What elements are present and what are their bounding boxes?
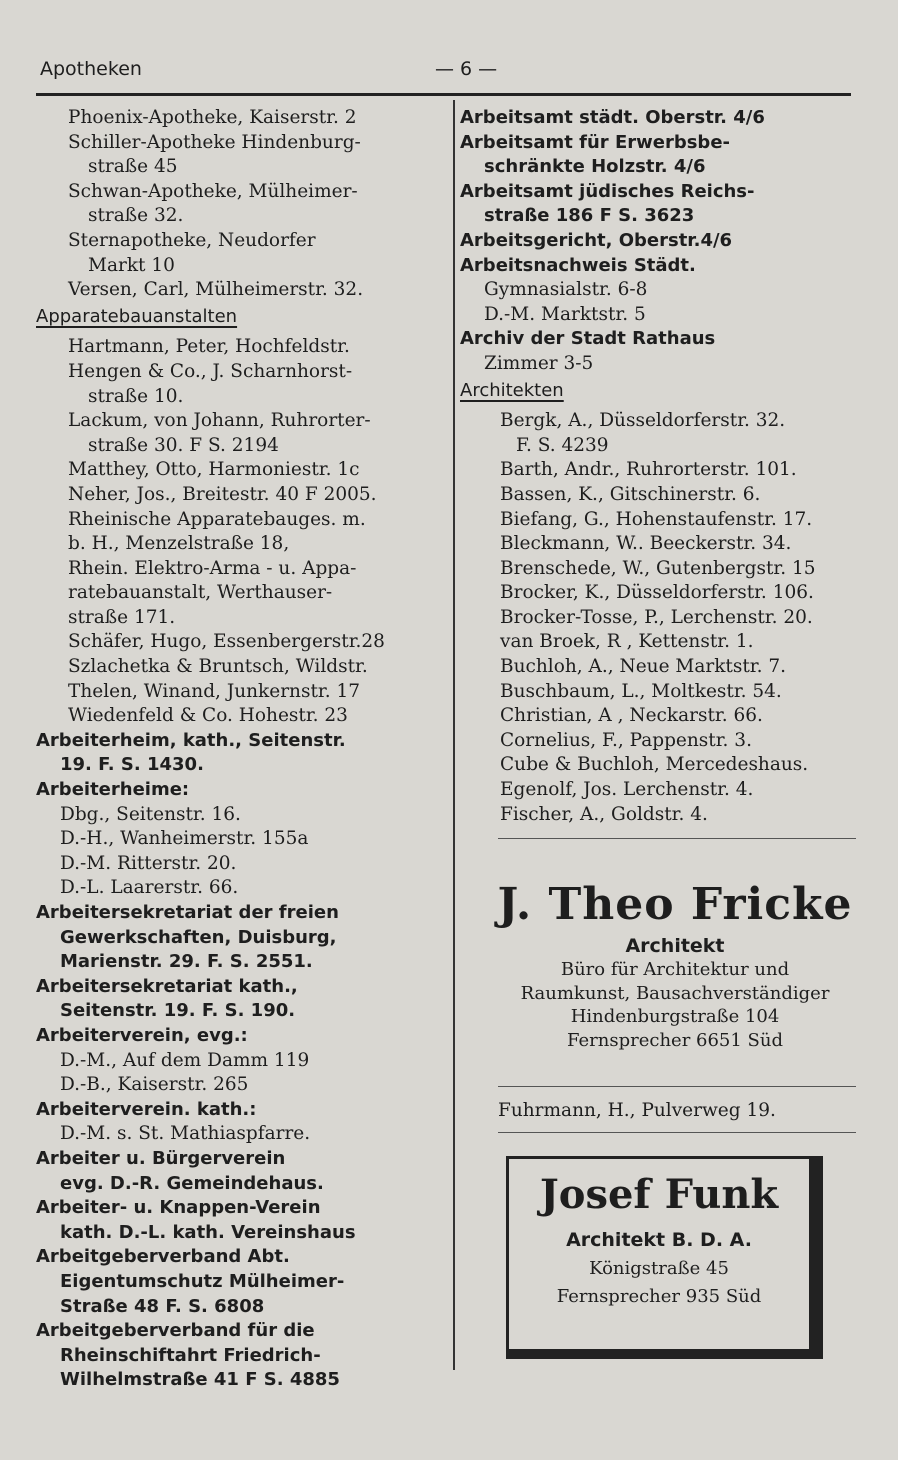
entry-line: Barth, Andr., Ruhrorterstr. 101. <box>500 459 797 481</box>
entry-line: F. S. 4239 <box>516 434 609 456</box>
entry-heading: Arbeitersekretariat der freien <box>36 902 339 923</box>
ad-fricke-line: Raumkunst, Bausachverständiger <box>520 982 830 1004</box>
entry-line: Christian, A , Neckarstr. 66. <box>500 705 763 727</box>
ad-funk-title: Architekt B. D. A. <box>566 1229 752 1251</box>
entry-heading: Marienstr. 29. F. S. 2551. <box>60 951 313 973</box>
entry-heading: Arbeitsgericht, Oberstr.4/6 <box>460 229 733 251</box>
left-column <box>36 106 448 1393</box>
entry-line: D.-B., Kaiserstr. 265 <box>60 1074 249 1096</box>
entry-heading: Arbeitsamt jüdisches Reichs- <box>460 180 755 202</box>
separator-rule <box>498 838 856 839</box>
entry-line: Fischer, A., Goldstr. 4. <box>500 803 708 825</box>
entry-line: Egenolf, Jos. Lerchenstr. 4. <box>500 779 754 801</box>
ad-fricke-name: J. Theo Fricke <box>497 879 853 930</box>
entry-heading: Arbeiterheim, kath., Seitenstr. <box>36 729 346 751</box>
ad-fricke-title: Architekt <box>625 935 725 957</box>
entry-heading: Arbeiterheime: <box>36 779 190 801</box>
entry-line: Bleckmann, W.. Beeckerstr. 34. <box>500 533 792 555</box>
entry-line: Matthey, Otto, Harmoniestr. 1c <box>68 459 360 481</box>
entry-line: Buchloh, A., Neue Marktstr. 7. <box>500 656 787 678</box>
entry-line: Schwan-Apotheke, Mülheimer- <box>68 180 358 202</box>
entry-heading: Seitenstr. 19. F. S. 190. <box>60 1000 296 1022</box>
entry-line: Zimmer 3-5 <box>484 352 594 374</box>
page-number: — 6 — <box>435 58 498 80</box>
entry-line: Dbg., Seitenstr. 16. <box>60 803 241 825</box>
entry-heading: Arbeitsamt für Erwerbsbe- <box>460 131 730 153</box>
entry-heading: Arbeitgeberverband Abt. <box>36 1246 290 1268</box>
entry-line: Buschbaum, L., Moltkestr. 54. <box>500 680 782 702</box>
entry-line: D.-M. s. St. Mathiaspfarre. <box>60 1123 311 1145</box>
fuhrmann-entry: Fuhrmann, H., Pulverweg 19. <box>498 1100 776 1121</box>
entry-line: Brenschede, W., Gutenbergstr. 15 <box>500 557 816 579</box>
entry-line: D.-M., Auf dem Damm 119 <box>60 1049 310 1071</box>
entry-heading: Rheinschiftahrt Friedrich- <box>60 1344 321 1366</box>
entry-heading: Arbeiter- u. Knappen-Verein <box>36 1197 321 1219</box>
entry-heading: evg. D.-R. Gemeindehaus. <box>60 1172 324 1194</box>
entry-line: Cube & Buchloh, Mercedeshaus. <box>500 754 809 776</box>
entry-line: Versen, Carl, Mülheimerstr. 32. <box>68 279 364 301</box>
right-column <box>460 106 860 827</box>
entry-heading: Arbeiter u. Bürgerverein <box>36 1147 286 1169</box>
entry-line: Sternapotheke, Neudorfer <box>68 229 316 251</box>
entry-line: Hartmann, Peter, Hochfeldstr. <box>68 336 350 358</box>
entry-line: Wiedenfeld & Co. Hohestr. 23 <box>68 705 348 727</box>
ad-fricke-line: Büro für Architektur und <box>560 959 790 980</box>
page-header <box>40 58 850 88</box>
entry-line: Bassen, K., Gitschinerstr. 6. <box>500 483 761 505</box>
entry-line: D.-L. Laarerstr. 66. <box>60 877 239 899</box>
separator-rule <box>498 1086 856 1087</box>
ad-funk-line: Königstraße 45 <box>589 1258 729 1279</box>
entry-heading: schränkte Holzstr. 4/6 <box>484 156 706 178</box>
section-title: Apotheken <box>40 58 142 80</box>
entry-line: Schiller-Apotheke Hindenburg- <box>68 131 361 153</box>
entry-line: Thelen, Winand, Junkernstr. 17 <box>68 680 361 702</box>
entry-heading: Arbeitsnachweis Städt. <box>460 254 696 276</box>
entry-heading: Eigentumschutz Mülheimer- <box>60 1270 345 1292</box>
entry-line: D.-H., Wanheimerstr. 155a <box>60 828 309 850</box>
entry-line: Phoenix-Apotheke, Kaiserstr. 2 <box>68 107 357 128</box>
column-divider <box>453 100 455 1370</box>
ad-fricke-line: Hindenburgstraße 104 <box>570 1006 780 1027</box>
entry-line: Brocker-Tosse, P., Lerchenstr. 20. <box>500 606 813 628</box>
section-heading <box>460 379 860 404</box>
entry-line: straße 10. <box>88 385 184 407</box>
ad-funk-line: Fernsprecher 935 Süd <box>556 1286 762 1307</box>
entry-heading: Straße 48 F. S. 6808 <box>60 1295 265 1317</box>
entry-line: Cornelius, F., Pappenstr. 3. <box>500 729 752 751</box>
section-heading <box>36 305 448 330</box>
entry-heading: Gewerkschaften, Duisburg, <box>60 926 337 948</box>
entry-line: D.-M. Marktstr. 5 <box>484 303 646 325</box>
separator-rule <box>498 1132 856 1133</box>
entry-line: D.-M. Ritterstr. 20. <box>60 852 237 874</box>
entry-line: Biefang, G., Hohenstaufenstr. 17. <box>500 508 813 530</box>
entry-line: Hengen & Co., J. Scharnhorst- <box>68 360 353 382</box>
entry-line: van Broek, R , Kettenstr. 1. <box>500 631 754 653</box>
section-heading-text: Architekten <box>460 379 564 401</box>
entry-line: Markt 10 <box>88 254 175 276</box>
entry-line: Schäfer, Hugo, Essenbergerstr.28 <box>68 631 385 653</box>
entry-line: Szlachetka & Bruntsch, Wildstr. <box>68 656 368 678</box>
entry-heading: 19. F. S. 1430. <box>60 754 204 776</box>
ad-funk <box>506 1156 823 1359</box>
entry-line: straße 171. <box>68 606 176 628</box>
entry-line: b. H., Menzelstraße 18, <box>68 533 290 555</box>
entry-heading: Arbeiterverein, evg.: <box>36 1024 248 1046</box>
entry-line: ratebauanstalt, Werthauser- <box>68 582 333 604</box>
entry-heading: Arbeitersekretariat kath., <box>36 975 298 997</box>
entry-line: Rhein. Elektro-Arma - u. Appa- <box>68 557 357 579</box>
entry-heading: Archiv der Stadt Rathaus <box>460 328 716 350</box>
entry-heading: Arbeitgeberverband für die <box>36 1320 315 1342</box>
entry-line: Neher, Jos., Breitestr. 40 F 2005. <box>68 483 377 505</box>
entry-heading: Arbeitsamt städt. Oberstr. 4/6 <box>460 107 765 128</box>
ad-fricke <box>480 876 870 1052</box>
entry-line: Gymnasialstr. 6-8 <box>484 279 648 301</box>
entry-heading: straße 186 F S. 3623 <box>484 205 695 227</box>
ad-fricke-line: Fernsprecher 6651 Süd <box>567 1029 783 1051</box>
entry-line: Lackum, von Johann, Ruhrorter- <box>68 410 371 432</box>
header-rule <box>36 93 851 96</box>
entry-line: Bergk, A., Düsseldorferstr. 32. <box>500 410 786 432</box>
section-heading-text: Apparatebauanstalten <box>36 305 238 327</box>
entry-heading: Wilhelmstraße 41 F S. 4885 <box>60 1369 340 1391</box>
entry-line: straße 32. <box>88 205 184 227</box>
entry-line: Brocker, K., Düsseldorferstr. 106. <box>500 582 814 604</box>
entry-line: straße 45 <box>88 156 178 178</box>
entry-heading: Arbeiterverein. kath.: <box>36 1098 257 1120</box>
ad-funk-name: Josef Funk <box>539 1171 779 1218</box>
entry-line: Rheinische Apparatebauges. m. <box>68 508 366 530</box>
entry-line: straße 30. F S. 2194 <box>88 434 279 456</box>
entry-heading: kath. D.-L. kath. Vereinshaus <box>60 1221 356 1243</box>
